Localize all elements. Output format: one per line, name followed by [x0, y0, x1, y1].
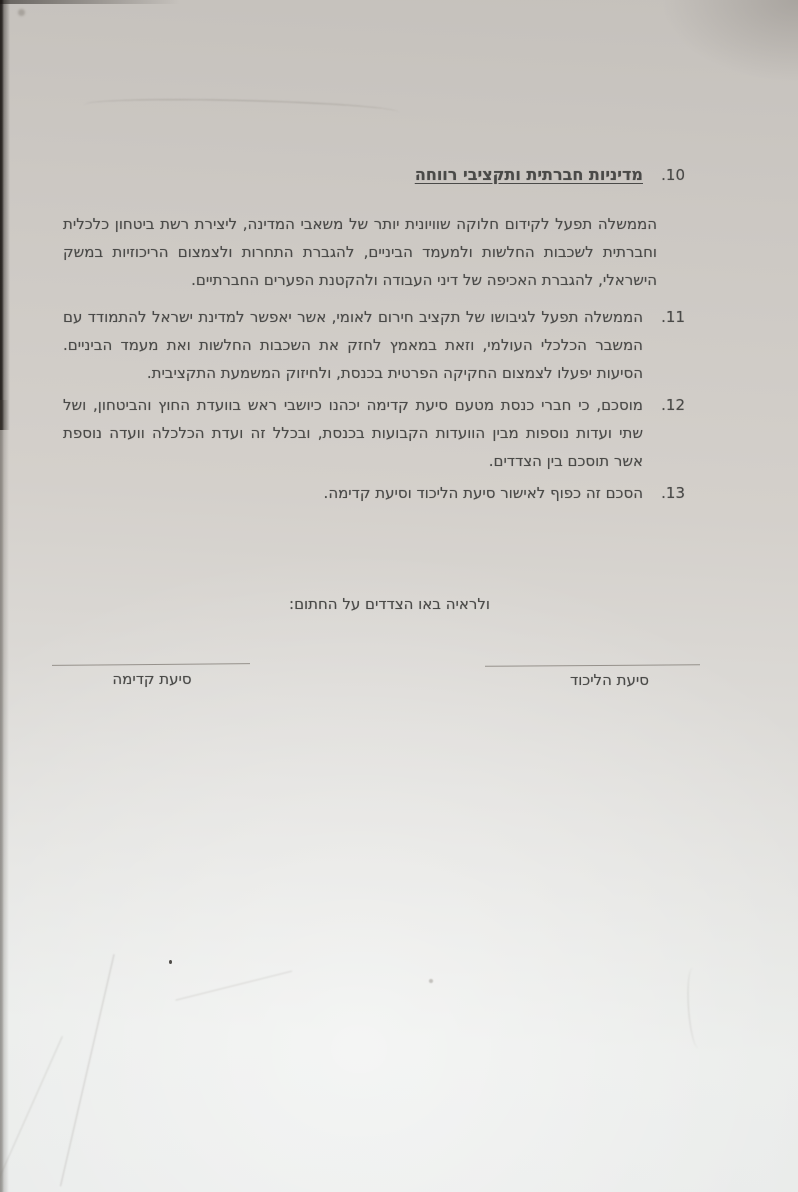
- section-12: [63, 391, 685, 475]
- section-11-body: הממשלה תפעל לגיבושו של תקציב חירום לאומי, אשר יאפשר למדינת ישראל להתמודד עם המשבר הכלכלי העולמי, וזאת במאמץ לחזק את השכבות החלשות ואת מעמד הביניים. הסיעות יפעלו לצמצום החקיקה הפרטית בכנסת, ולחיזוק המשמעת התקציבית.: [63, 308, 643, 382]
- section-13-number: 13.: [661, 484, 685, 502]
- section-10-number: 10.: [661, 166, 685, 184]
- section-10-heading: מדיניות חברתית ותקציבי רווחה: [414, 165, 643, 184]
- section-12-number: 12.: [661, 396, 685, 414]
- signature-line-likud: [485, 664, 700, 667]
- section-13: [63, 479, 685, 507]
- signature-label-likud: סיעת הליכוד: [570, 671, 649, 689]
- section-11-number: 11.: [661, 308, 685, 326]
- signature-line-kadima: [52, 663, 250, 666]
- section-10-body: הממשלה תפעל לקידום חלוקה שוויונית יותר של משאבי המדינה, ליצירת רשת ביטחון כלכלית וחברתית לשכבות החלשות ולמעמד הביניים, להגברת התחרות ולצמצום הריכוזיות במשק הישראלי, להגברת האכיפה של דיני העבודה ולהקטנת הפערים החברתיים.: [63, 215, 657, 289]
- section-13-body: הסכם זה כפוף לאישור סיעת הליכוד וסיעת קדימה.: [323, 484, 643, 502]
- section-10-heading-row: [415, 161, 685, 189]
- section-11: [63, 303, 685, 387]
- closing-line: ולראיה באו הצדדים על החתום:: [289, 595, 490, 613]
- signature-label-kadima: סיעת קדימה: [112, 670, 192, 688]
- section-12-body: מוסכם, כי חברי כנסת מטעם סיעת קדימה יכהנו כיושבי ראש בוועדת החוץ והביטחון, ושל שתי ועדות נוספות מבין הוועדות הקבועות בכנסת, ובכלל זה ועדת הכלכלה וועדה נוספת אשר תוסכם בין הצדדים.: [63, 396, 643, 470]
